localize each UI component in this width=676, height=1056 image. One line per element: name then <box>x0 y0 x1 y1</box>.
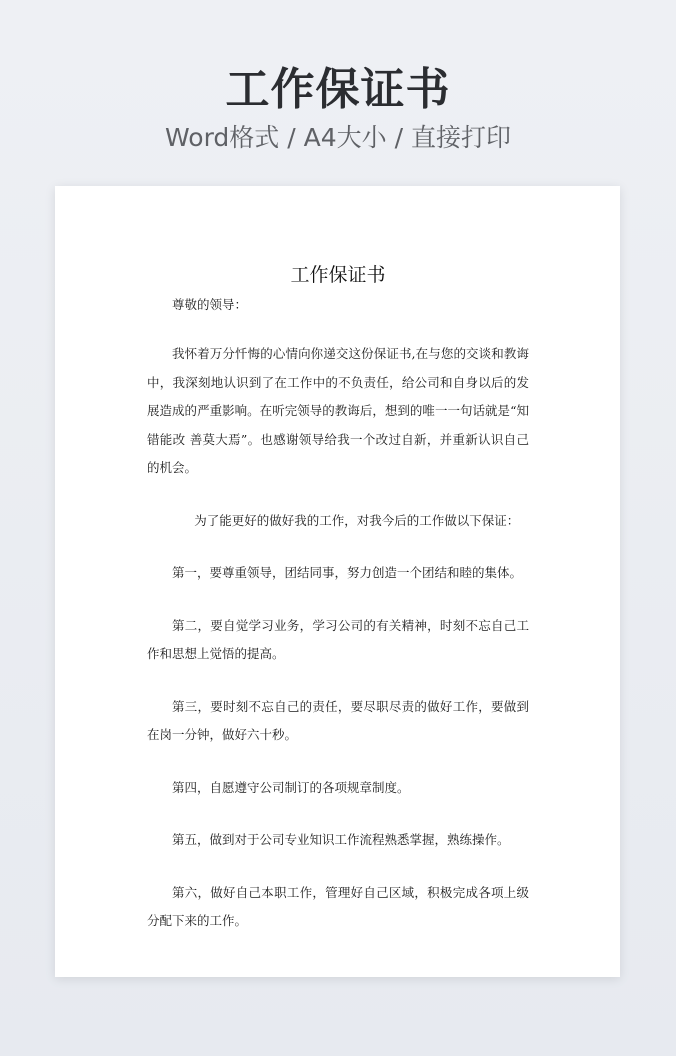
document-item-2: 第二，要自觉学习业务，学习公司的有关精神，时刻不忘自己工作和思想上觉悟的提高。 <box>147 617 529 661</box>
document-salutation: 尊敬的领导： <box>172 297 248 312</box>
document-lead-paragraph: 为了能更好的做好我的工作，对我今后的工作做以下保证： <box>194 512 520 528</box>
document-intro-paragraph: 我怀着万分忏悔的心情向你递交这份保证书,在与您的交谈和教诲中，我深刻地认识到了在工作中的不负责任，给公司和自身以后的发展造成的严重影响。在听完领导的教诲后，想到的唯一一句话就是“知错能改 善莫大焉”。也感谢领导给我一个改过自新，并重新认识自己的机会。 <box>147 346 529 475</box>
document-item-1: 第一，要尊重领导，团结同事，努力创造一个团结和睦的集体。 <box>172 565 523 580</box>
document-item-3: 第三，要时刻不忘自己的责任，要尽职尽责的做好工作，要做到在岗一分钟，做好六十秒。 <box>147 698 529 742</box>
page-title: 工作保证书 <box>225 64 451 115</box>
page-subtitle: Word格式 / A4大小 / 直接打印 <box>165 123 511 152</box>
document-item-4: 第四，自愿遵守公司制订的各项规章制度。 <box>172 779 410 795</box>
page-header <box>0 62 676 154</box>
document-title: 工作保证书 <box>290 264 386 286</box>
document-item-5: 第五，做到对于公司专业知识工作流程熟悉掌握，熟练操作。 <box>172 832 510 847</box>
document-item-6: 第六，做好自己本职工作，管理好自己区域，积极完成各项上级分配下来的工作。 <box>147 884 529 928</box>
document-preview <box>55 186 620 977</box>
document-body <box>147 262 529 936</box>
